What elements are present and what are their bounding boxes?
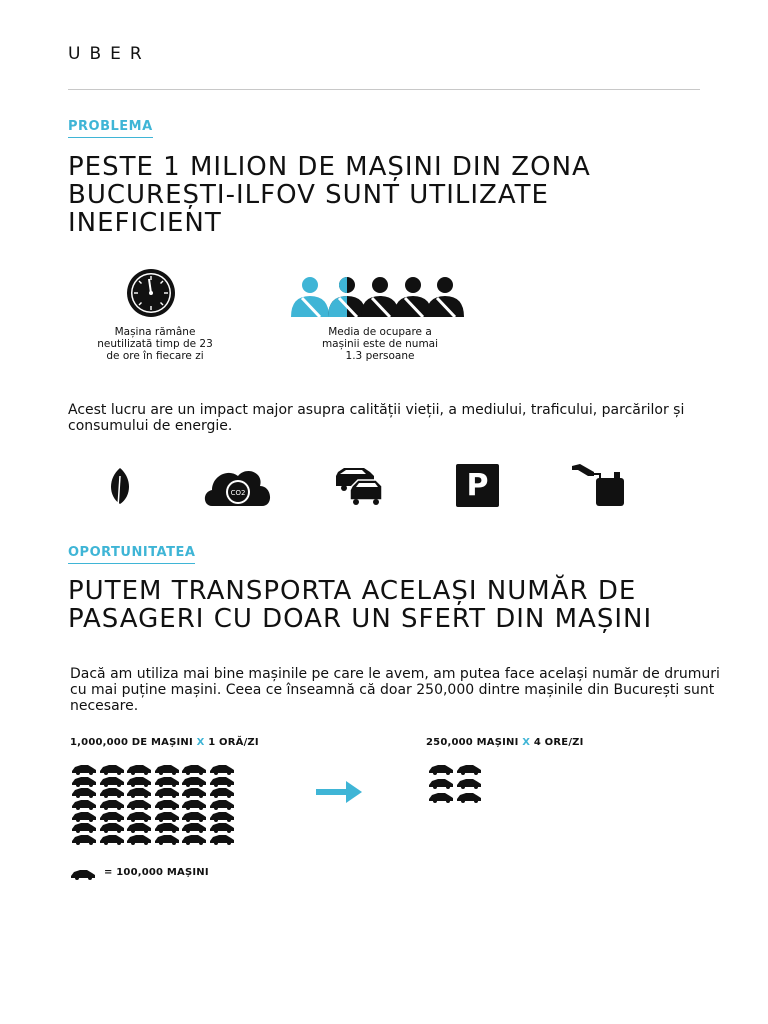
caption-line: 1.3 persoane [345,350,415,362]
caption-line: neutilizată timp de 23 [97,338,213,350]
car-icon [428,792,454,803]
left-car-grid [71,764,236,846]
opportunity-headline [68,577,748,633]
parking-icon [456,464,499,507]
problem-headline [68,153,728,237]
opportunity-line: Dacă am utiliza mai bine mașinile pe care le avem, am putea face același număr de drumuri [70,666,720,682]
car-icon [154,787,180,798]
left-usage-rate: 1 ORĂ/ZI [208,737,259,748]
problem-headline-line: BUCUREȘTI-ILFOV SUNT UTILIZATE [68,180,549,210]
parking-letter: P [466,468,489,503]
right-car-grid [428,764,483,806]
car-icon [209,822,235,833]
car-icon [99,822,125,833]
impact-text [68,402,728,434]
caption-line: mașinii este de numai [321,338,439,350]
opportunity-section-label: OPORTUNITATEA [68,545,195,564]
car-icon [71,764,97,775]
car-icon [71,776,97,787]
car-icon [99,787,125,798]
fuel-pump-icon [570,462,628,508]
car-icon [154,799,180,810]
problem-headline-line: PESTE 1 MILION DE MAȘINI DIN ZONA [68,152,591,182]
opportunity-text [70,666,750,714]
car-icon [209,799,235,810]
car-icon [99,811,125,822]
legend-car-icon [70,868,96,880]
stopwatch-caption [75,326,235,362]
car-icon [126,822,152,833]
impact-line: consumului de energie. [68,418,233,434]
car-icon [428,778,454,789]
car-icon [181,776,207,787]
impact-line: Acest lucru are un impact major asupra calității vieții, a mediului, traficului, parcărilor și [68,402,685,418]
right-usage-rate: 4 ORE/ZI [533,737,584,748]
car-icon [126,764,152,775]
car-icon [181,811,207,822]
opportunity-headline-line: PASAGERI CU DOAR UN SFERT DIN MAȘINI [68,604,653,634]
multiply-sign: X [196,737,205,748]
uber-logo: UBER [68,44,151,64]
opportunity-line: necesare. [70,698,139,714]
car-icon [154,822,180,833]
car-icon [209,787,235,798]
car-icon [209,811,235,822]
car-icon [99,764,125,775]
header-divider [68,89,700,90]
car-icon [154,834,180,845]
problem-section-label: PROBLEMA [68,119,153,138]
car-icon [126,799,152,810]
problem-headline-line: INEFICIENT [68,208,222,238]
caption-line: de ore în fiecare zi [106,350,204,362]
left-comparison-label [70,737,259,748]
car-icon [209,764,235,775]
car-icon [71,834,97,845]
car-icon [99,799,125,810]
car-icon [181,787,207,798]
passengers-icon [290,276,465,318]
stopwatch-icon [125,266,177,318]
car-icon [71,787,97,798]
car-icon [209,776,235,787]
passengers-caption [300,326,460,362]
car-icon [209,834,235,845]
car-icon [456,764,482,775]
car-icon [126,776,152,787]
car-icon [181,822,207,833]
co2-label: CO2 [230,489,246,497]
car-icon [71,799,97,810]
leaf-icon [106,466,134,508]
legend-label: = 100,000 MAȘINI [104,867,209,878]
right-comparison-label [426,737,584,748]
car-icon [181,764,207,775]
multiply-sign: X [522,737,531,748]
right-car-count: 250,000 MAȘINI [426,737,519,748]
car-icon [456,778,482,789]
car-icon [181,834,207,845]
car-icon [456,792,482,803]
caption-line: Mașina rămâne [114,326,196,338]
traffic-cars-icon [334,466,384,506]
car-icon [71,811,97,822]
opportunity-line: cu mai puține mașini. Ceea ce înseamnă că doar 250,000 dintre mașinile din București sunt [70,682,715,698]
car-icon [154,764,180,775]
car-icon [154,811,180,822]
car-icon [71,822,97,833]
caption-line: Media de ocupare a [328,326,432,338]
co2-cloud-icon [202,462,274,508]
left-car-count: 1,000,000 DE MAȘINI [70,737,193,748]
car-icon [99,834,125,845]
car-icon [99,776,125,787]
car-icon [154,776,180,787]
car-icon [126,787,152,798]
car-icon [428,764,454,775]
car-icon [181,799,207,810]
arrow-right-icon [316,781,362,803]
opportunity-headline-line: PUTEM TRANSPORTA ACELAȘI NUMĂR DE [68,576,637,606]
car-icon [126,811,152,822]
car-icon [126,834,152,845]
